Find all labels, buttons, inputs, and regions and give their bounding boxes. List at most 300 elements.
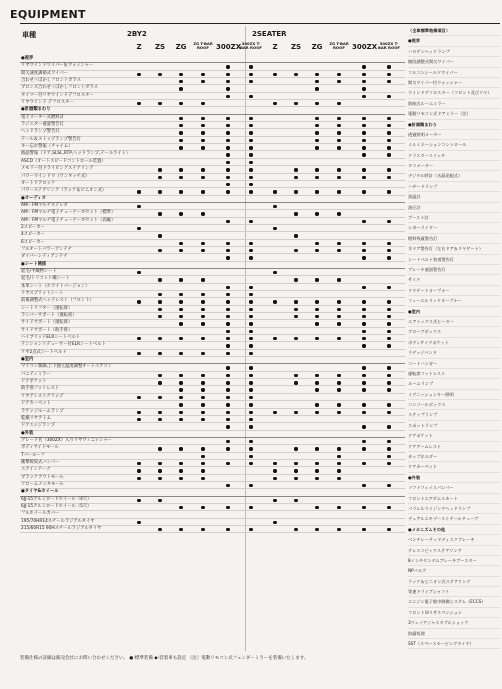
standard-equipment-dot <box>158 315 161 318</box>
grade-column-header: 300ZX <box>216 43 242 51</box>
feature-label: マイコン制御,上下独立温度調整オートエアコン <box>21 364 112 370</box>
standard-equipment-dot <box>179 278 182 281</box>
standard-equipment-dot <box>387 176 390 179</box>
standard-equipment-dot <box>337 300 340 303</box>
standard-equipment-dot <box>249 176 252 179</box>
standard-equipment-dot <box>387 131 390 134</box>
standard-equipment-dot <box>249 308 252 311</box>
standard-equipment-dot <box>362 286 365 289</box>
feature-label: 間欠速度調節式ワイパー <box>21 70 69 76</box>
standard-equipment-dot <box>201 131 204 134</box>
standard-equipment-dot <box>337 388 340 391</box>
standard-equipment-dot <box>362 403 365 406</box>
option-item: NPバルブ <box>408 566 500 576</box>
standard-equipment-dot <box>158 447 161 450</box>
option-item: 間欠ワイパー付ウォッシャー <box>408 78 500 88</box>
standard-equipment-dot <box>362 153 365 156</box>
standard-equipment-dot <box>179 87 182 90</box>
standard-equipment-dot <box>387 403 390 406</box>
option-section-heading: ●室内 <box>408 307 500 317</box>
standard-equipment-dot <box>294 190 297 193</box>
standard-equipment-dot <box>179 249 182 252</box>
standard-equipment-dot <box>158 499 161 502</box>
standard-equipment-dot <box>249 411 252 414</box>
standard-equipment-dot <box>362 73 365 76</box>
standard-equipment-dot <box>137 462 140 465</box>
feature-label: サイドサポート（運転席） <box>21 320 73 326</box>
standard-equipment-dot <box>226 242 229 245</box>
standard-equipment-dot <box>362 484 365 487</box>
standard-equipment-dot <box>362 374 365 377</box>
standard-equipment-dot <box>337 315 340 318</box>
standard-equipment-dot <box>249 146 252 149</box>
option-item: ブレーキ液面警告灯 <box>408 265 500 275</box>
standard-equipment-dot <box>315 176 318 179</box>
option-item: コートハンガー <box>408 359 500 369</box>
standard-equipment-dot <box>315 212 318 215</box>
standard-equipment-dot <box>226 146 229 149</box>
standard-equipment-dot <box>294 411 297 414</box>
standard-equipment-dot <box>158 234 161 237</box>
standard-equipment-dot <box>249 80 252 83</box>
standard-equipment-dot <box>315 131 318 134</box>
option-item: ブースト計 <box>408 213 500 223</box>
standard-equipment-dot <box>201 396 204 399</box>
standard-equipment-dot <box>226 73 229 76</box>
standard-equipment-dot <box>226 528 229 531</box>
standard-equipment-dot <box>337 278 340 281</box>
option-item: ウインドデフロスター（フロント及びリヤ） <box>408 88 500 98</box>
feature-label: リヤ2点式シートベルト <box>21 349 67 355</box>
standard-equipment-dot <box>201 506 204 509</box>
standard-equipment-dot <box>337 308 340 311</box>
option-item: シガーライター <box>408 223 500 233</box>
standard-equipment-dot <box>315 374 318 377</box>
standard-equipment-dot <box>226 190 229 193</box>
standard-equipment-dot <box>337 249 340 252</box>
standard-equipment-dot <box>179 506 182 509</box>
standard-equipment-dot <box>249 352 252 355</box>
standard-equipment-dot <box>249 73 252 76</box>
standard-equipment-dot <box>137 227 140 230</box>
standard-equipment-dot <box>226 484 229 487</box>
standard-equipment-dot <box>362 308 365 311</box>
grade-column-header: Z <box>272 43 278 51</box>
standard-equipment-dot <box>387 322 390 325</box>
standard-equipment-dot <box>294 374 297 377</box>
standard-equipment-dot <box>201 278 204 281</box>
standard-equipment-dot <box>387 242 390 245</box>
standard-equipment-dot <box>294 477 297 480</box>
feature-label: クロームメッキモール <box>21 481 64 487</box>
standard-equipment-dot <box>179 139 182 142</box>
standard-equipment-dot <box>226 87 229 90</box>
option-item: 半ドア警告灯（左右ドア＆リヤゲート） <box>408 244 500 254</box>
standard-equipment-dot <box>179 381 182 384</box>
standard-equipment-dot <box>179 212 182 215</box>
standard-equipment-dot <box>226 366 229 369</box>
standard-equipment-dot <box>294 337 297 340</box>
standard-equipment-dot <box>179 411 182 414</box>
standard-equipment-dot <box>362 315 365 318</box>
feature-label: キー忘れ警報（チャイム） <box>21 144 73 150</box>
standard-equipment-dot <box>362 176 365 179</box>
standard-equipment-dot <box>226 381 229 384</box>
feature-label: ドアカーペット <box>21 401 51 407</box>
standard-equipment-dot <box>158 352 161 355</box>
standard-equipment-dot <box>201 212 204 215</box>
feature-label: シートリフター（運転席） <box>21 305 73 311</box>
standard-equipment-dot <box>201 388 204 391</box>
grade-column-header: ZS <box>154 43 166 51</box>
standard-equipment-dot <box>294 168 297 171</box>
standard-equipment-dot <box>362 506 365 509</box>
standard-equipment-dot <box>249 366 252 369</box>
standard-equipment-dot <box>362 462 365 465</box>
standard-equipment-dot <box>137 300 140 303</box>
standard-equipment-dot <box>249 124 252 127</box>
option-item: ボディサイドポケット <box>408 338 500 348</box>
section-label: ●計器類まわり <box>21 107 51 113</box>
standard-equipment-dot <box>387 139 390 142</box>
standard-equipment-dot <box>179 396 182 399</box>
feature-label: ヘッドランプ警告灯 <box>21 129 60 135</box>
standard-equipment-dot <box>294 278 297 281</box>
grade-header <box>20 43 405 54</box>
standard-equipment-dot <box>273 462 276 465</box>
option-item: ソフトフェイスバンパー <box>408 483 500 493</box>
standard-equipment-dot <box>315 124 318 127</box>
standard-equipment-dot <box>337 322 340 325</box>
standard-equipment-dot <box>362 124 365 127</box>
feature-label: テール＆ストップランプ警告灯 <box>21 136 81 142</box>
standard-equipment-dot <box>201 293 204 296</box>
standard-equipment-dot <box>201 308 204 311</box>
standard-equipment-dot <box>226 403 229 406</box>
standard-equipment-dot <box>201 176 204 179</box>
option-item: エンジン電子集中制御システム（ECCS） <box>408 597 500 607</box>
standard-equipment-dot <box>137 271 140 274</box>
standard-equipment-dot <box>249 153 252 156</box>
standard-equipment-dot <box>137 190 140 193</box>
standard-equipment-dot <box>158 396 161 399</box>
standard-equipment-dot <box>249 139 252 142</box>
standard-equipment-dot <box>337 381 340 384</box>
feature-label: オートドアロック <box>21 180 56 186</box>
standard-equipment-dot <box>226 374 229 377</box>
standard-equipment-dot <box>337 462 340 465</box>
standard-equipment-dot <box>387 256 390 259</box>
feature-label: フルホイールカバー <box>21 511 60 517</box>
feature-label: エアインテーク <box>21 467 51 473</box>
standard-equipment-dot <box>337 469 340 472</box>
standard-equipment-dot <box>387 153 390 156</box>
standard-equipment-dot <box>273 271 276 274</box>
feature-label: リヤスプリットシート <box>21 291 64 296</box>
standard-equipment-dot <box>179 388 182 391</box>
standard-equipment-dot <box>201 528 204 531</box>
standard-equipment-dot <box>337 506 340 509</box>
standard-equipment-dot <box>362 381 365 384</box>
standard-equipment-dot <box>137 352 140 355</box>
standard-equipment-dot <box>226 153 229 156</box>
standard-equipment-dot <box>249 344 252 347</box>
standard-equipment-dot <box>249 374 252 377</box>
standard-equipment-dot <box>315 87 318 90</box>
standard-equipment-dot <box>362 65 365 68</box>
option-item: フロントエアダムスカート <box>408 494 500 504</box>
standard-equipment-dot <box>294 469 297 472</box>
standard-equipment-dot <box>387 315 390 318</box>
standard-equipment-dot <box>158 337 161 340</box>
grade-column-header: ZG T-BAR ROOF <box>193 41 213 50</box>
option-item: サイド <box>408 275 500 285</box>
standard-equipment-dot <box>158 168 161 171</box>
standard-equipment-dot <box>179 131 182 134</box>
feature-label: 本革シート（ホワイトバージョン） <box>21 283 90 289</box>
option-item: 燃料残量警告灯 <box>408 234 500 244</box>
standard-equipment-dot <box>158 411 161 414</box>
standard-equipment-dot <box>337 337 340 340</box>
standard-equipment-dot <box>249 190 252 193</box>
standard-equipment-dot <box>249 242 252 245</box>
feature-label: ブロンズ合わせ＋ぼかしフロントガラス <box>21 85 98 91</box>
standard-equipment-dot <box>337 168 340 171</box>
standard-equipment-dot <box>249 528 252 531</box>
standard-equipment-dot <box>226 293 229 296</box>
standard-equipment-dot <box>337 102 340 105</box>
standard-equipment-dot <box>179 374 182 377</box>
grade-column-header: ZG <box>175 43 187 51</box>
standard-equipment-dot <box>387 484 390 487</box>
feature-label: 液晶警報（ドア,SLSL,RTP,ヘッドランプ,テールライト） <box>21 151 131 157</box>
standard-equipment-dot <box>362 249 365 252</box>
standard-equipment-dot <box>273 300 276 303</box>
standard-equipment-dot <box>273 102 276 105</box>
standard-equipment-dot <box>158 249 161 252</box>
vehicle-type-label: 車種 <box>22 31 36 39</box>
standard-equipment-dot <box>179 469 182 472</box>
standard-equipment-dot <box>294 499 297 502</box>
standard-equipment-dot <box>249 484 252 487</box>
standard-equipment-dot <box>387 124 390 127</box>
standard-equipment-dot <box>387 300 390 303</box>
option-item: フルコンシールドワイパー <box>408 68 500 78</box>
standard-equipment-dot <box>158 374 161 377</box>
standard-equipment-dot <box>249 322 252 325</box>
standard-equipment-dot <box>249 337 252 340</box>
standard-equipment-dot <box>179 352 182 355</box>
standard-equipment-dot <box>337 139 340 142</box>
standard-equipment-dot <box>226 315 229 318</box>
option-item: SST（スペースセービングタイヤ） <box>408 639 500 649</box>
standard-equipment-dot <box>273 337 276 340</box>
standard-equipment-dot <box>362 528 365 531</box>
option-item: リヤゲートオープナー <box>408 286 500 296</box>
standard-equipment-dot <box>226 462 229 465</box>
standard-equipment-dot <box>179 418 182 421</box>
standard-equipment-dot <box>249 455 252 458</box>
standard-equipment-dot <box>137 477 140 480</box>
standard-equipment-dot <box>387 344 390 347</box>
option-section-heading: 〈全車標準装備項目〉 <box>408 26 500 36</box>
option-item: イルミネーションコントロール <box>408 140 500 150</box>
page-title: EQUIPMENT <box>10 8 86 21</box>
standard-equipment-dot <box>201 337 204 340</box>
option-item: カップホルダー <box>408 452 500 462</box>
feature-label: 起毛/平織物シート <box>21 268 57 274</box>
equipment-table <box>20 56 405 533</box>
standard-equipment-dot <box>201 322 204 325</box>
feature-label: 前後調整式ヘッドレスト（フロント） <box>21 298 94 304</box>
feature-label: 起毛/トリコット織シート <box>21 276 70 282</box>
standard-equipment-dot <box>249 315 252 318</box>
standard-equipment-dot <box>249 168 252 171</box>
standard-equipment-dot <box>226 411 229 414</box>
standard-equipment-dot <box>201 124 204 127</box>
feature-label: 6JJ-15アルミロードホイール（4穴） <box>21 496 92 502</box>
standard-equipment-dot <box>273 73 276 76</box>
standard-equipment-dot <box>294 212 297 215</box>
standard-equipment-dot <box>362 330 365 333</box>
feature-label: 乾燥リヤアトム <box>21 415 51 421</box>
standard-equipment-dot <box>226 80 229 83</box>
standard-equipment-dot <box>362 146 365 149</box>
option-item: テレスコピックステアリング <box>408 546 500 556</box>
feature-label: サイドサポート（助手席） <box>21 327 73 333</box>
standard-equipment-dot <box>226 131 229 134</box>
feature-label: 6JJ-15アルミロードホイール（5穴） <box>21 503 92 509</box>
standard-equipment-dot <box>273 190 276 193</box>
option-item: フューエルリッドオープナー <box>408 296 500 306</box>
option-section-heading: ●外装 <box>408 473 500 483</box>
standard-equipment-dot <box>158 212 161 215</box>
standard-equipment-dot <box>226 322 229 325</box>
standard-equipment-dot <box>137 469 140 472</box>
standard-equipment-dot <box>226 344 229 347</box>
standard-equipment-dot <box>226 139 229 142</box>
standard-equipment-dot <box>387 190 390 193</box>
standard-equipment-dot <box>294 234 297 237</box>
standard-equipment-dot <box>387 168 390 171</box>
standard-equipment-dot <box>226 176 229 179</box>
grade-column-header: ZG T-BAR ROOF <box>329 41 349 50</box>
standard-equipment-dot <box>294 102 297 105</box>
standard-equipment-dot <box>201 418 204 421</box>
standard-equipment-dot <box>362 440 365 443</box>
standard-equipment-dot <box>249 161 252 164</box>
standard-equipment-dot <box>226 418 229 421</box>
standard-equipment-dot <box>315 190 318 193</box>
feature-label: 2スピーカー <box>21 224 45 230</box>
standard-equipment-dot <box>294 73 297 76</box>
standard-equipment-dot <box>315 146 318 149</box>
standard-equipment-dot <box>362 366 365 369</box>
option-item: 電動リモコン式ドアミラー（注） <box>408 109 500 119</box>
standard-equipment-dot <box>226 425 229 428</box>
standard-equipment-dot <box>337 411 340 414</box>
standard-equipment-dot <box>337 374 340 377</box>
standard-equipment-dot <box>387 80 390 83</box>
header-rule <box>20 23 500 24</box>
feature-label: ダイバーシティアンテナ <box>21 254 68 260</box>
feature-label: ハイブリッドELRシートベルト <box>21 335 81 341</box>
option-item: ドアアームレスト <box>408 442 500 452</box>
standard-equipment-dot <box>201 315 204 318</box>
standard-equipment-dot <box>387 506 390 509</box>
grade-column-header: 300ZX <box>352 43 378 51</box>
standard-equipment-dot <box>226 286 229 289</box>
standard-equipment-dot <box>179 477 182 480</box>
standard-equipment-dot <box>179 337 182 340</box>
option-item: 3ウェイアジャスタブルショック <box>408 618 500 628</box>
standard-equipment-dot <box>315 462 318 465</box>
standard-equipment-dot <box>179 308 182 311</box>
standard-equipment-dot <box>249 403 252 406</box>
standard-equipment-dot <box>315 117 318 120</box>
standard-equipment-dot <box>158 381 161 384</box>
standard-equipment-dot <box>179 176 182 179</box>
standard-equipment-dot <box>337 212 340 215</box>
standard-equipment-dot <box>179 124 182 127</box>
standard-equipment-dot <box>226 352 229 355</box>
standard-equipment-dot <box>249 396 252 399</box>
standard-equipment-dot <box>201 117 204 120</box>
standard-equipment-dot <box>273 469 276 472</box>
standard-equipment-dot <box>249 300 252 303</box>
standard-equipment-dot <box>387 220 390 223</box>
standard-equipment-dot <box>362 242 365 245</box>
standard-equipment-dot <box>226 330 229 333</box>
grade-column-header: ZG <box>311 43 323 51</box>
standard-equipment-dot <box>362 411 365 414</box>
standard-equipment-dot <box>201 146 204 149</box>
standard-equipment-dot <box>315 506 318 509</box>
standard-equipment-dot <box>226 220 229 223</box>
standard-equipment-dot <box>158 190 161 193</box>
option-section-heading: ●メカニズムその他 <box>408 525 500 535</box>
standard-equipment-dot <box>201 381 204 384</box>
standard-equipment-dot <box>315 477 318 480</box>
feature-label: ランバーサポート（運転席） <box>21 313 77 319</box>
feature-label: バニティミラー <box>21 371 51 377</box>
option-item: グローブボックス <box>408 327 500 337</box>
grade-column-header: Z <box>136 43 142 51</box>
standard-equipment-dot <box>179 293 182 296</box>
footnote: 装備仕様の詳細は販売会社にお問い合わせください。 ●:標準装備 ◆:装着車も設定 （注）電動リモコン式フェンダーミラーを装備いたします。 <box>20 656 309 661</box>
standard-equipment-dot <box>158 418 161 421</box>
standard-equipment-dot <box>179 102 182 105</box>
option-item: 防錆処理 <box>408 629 500 639</box>
standard-equipment-dot <box>337 131 340 134</box>
standard-equipment-dot <box>273 205 276 208</box>
standard-equipment-dot <box>315 381 318 384</box>
standard-equipment-dot <box>362 220 365 223</box>
standard-equipment-dot <box>294 528 297 531</box>
standard-equipment-dot <box>249 506 252 509</box>
standard-equipment-dot <box>249 447 252 450</box>
standard-equipment-dot <box>337 190 340 193</box>
standard-equipment-dot <box>249 95 252 98</box>
standard-equipment-dot <box>249 462 252 465</box>
feature-label: タイマー付リヤウインドデフロスター <box>21 92 94 98</box>
standard-equipment-dot <box>315 337 318 340</box>
standard-equipment-dot <box>273 477 276 480</box>
standard-equipment-dot <box>315 242 318 245</box>
standard-equipment-dot <box>337 528 340 531</box>
standard-equipment-dot <box>387 374 390 377</box>
option-item: スポットランプ <box>408 421 500 431</box>
